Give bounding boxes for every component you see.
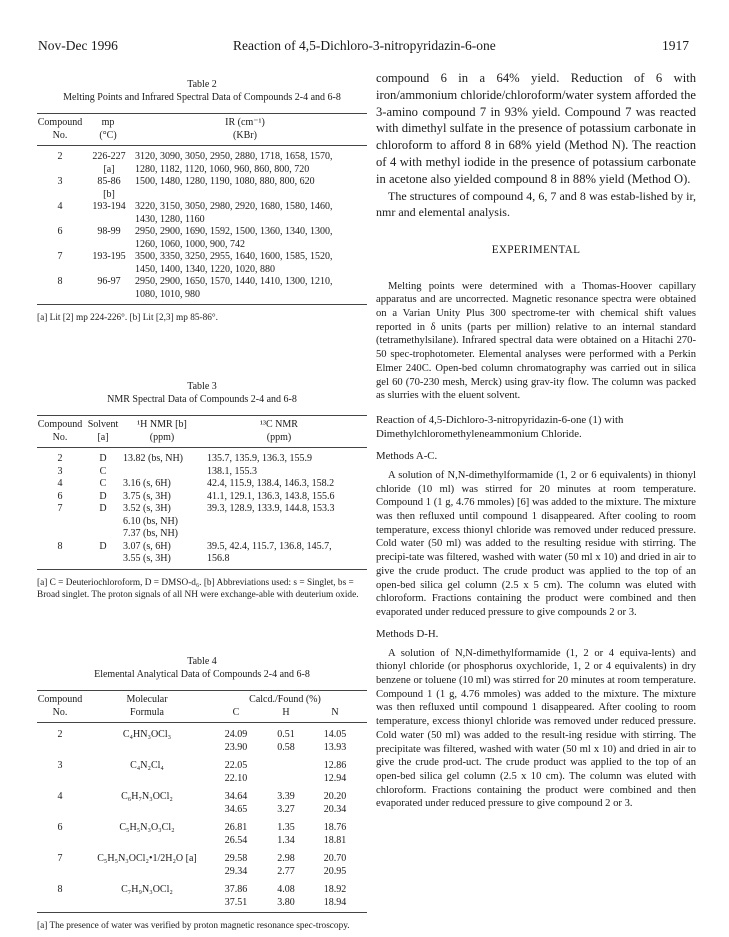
table-row: [37, 176, 359, 189]
melting-point-cell: 193-194: [92, 201, 126, 212]
solvent-cell: C: [99, 478, 107, 489]
table-3-title: Table 3: [187, 381, 217, 392]
table-3-mid-rule: [37, 447, 367, 448]
nitrogen-calcd-cell: 14.05: [323, 729, 347, 740]
c-nmr-cell: 138.1, 155.3: [207, 465, 257, 477]
ir-data-cell: [135, 189, 359, 202]
table-row-calcd: [37, 884, 359, 897]
hydrogen-found-cell: 1.34: [277, 834, 295, 846]
table-row-calcd: [37, 729, 359, 742]
table-2-caption: Melting Points and Infrared Spectral Data of Compounds 2-4 and 6-8: [63, 92, 341, 103]
table-4-top-rule: [37, 690, 367, 691]
table-row-found: [37, 866, 359, 879]
solvent-cell: [83, 553, 123, 566]
ir-data-cell: 3220, 3150, 3050, 2980, 2920, 1680, 1580, 1460,: [135, 201, 333, 212]
solvent-cell: D: [99, 540, 107, 552]
compound-number-cell: 7: [57, 503, 63, 514]
solvent-cell: D: [99, 503, 107, 514]
carbon-found-cell: 23.90: [224, 741, 248, 753]
nitrogen-found-cell: 20.95: [323, 865, 347, 877]
table-row-calcd: [37, 822, 359, 835]
ir-data-cell: 1080, 1010, 980: [135, 288, 200, 300]
experimental-paragraph: Melting points were determined with a Thomas-Hoover capillary apparatus and are uncorrected. Magnetic resonance spectra were obtained on a Varian Unity Plus 300 spectrome-ter with chemical shift values reported in δ units (parts per million) relative to an internal standard (tetramethylsilane). Infrared spectral data were obtained on a Hitachi 270-50 spec-trophotometer. Elemental analyses were performed with a Perkin Elmer 240C. Open-bed column chromatography was carried out in silica gel 60 (70-230 mesh, Merck) using grav-ity flow. The column was packed as slurries with the eluent solvent.: [376, 280, 696, 402]
table-row-calcd: [37, 853, 359, 866]
compound-number-cell: 2: [57, 453, 63, 464]
intro-paragraph-1: compound 6 in a 64% yield. Reduction of 6 with iron/ammonium chloride/chloroform/water system afforded the 3-amino compound 7 in 93% yield. Compound 7 was reacted with dimethyl sulfate in the presence of potassium carbonate in chloroform to afford 8 in 68% yield (Method N). The reaction of 4 with methyl iodide in the presence of potassium carbonate in acetone also yielded compound 8 in 88% yield (Method O).: [376, 71, 696, 186]
carbon-calcd-cell: 26.81: [224, 822, 248, 833]
c-nmr-cell: 39.5, 42.4, 115.7, 136.8, 145.7,: [207, 540, 332, 552]
table-row: [37, 164, 359, 177]
formula-cell: C₄HN₃OCl₃: [122, 729, 172, 740]
compound-number-cell: [37, 528, 83, 541]
melting-point-cell: [83, 214, 135, 227]
col-compound: Compound: [37, 419, 83, 430]
h-nmr-cell: 3.16 (s, 6H): [123, 478, 171, 489]
carbon-found-cell: 34.65: [224, 803, 248, 815]
intro-paragraph-2: The structures of compound 4, 6, 7 and 8 was estab-lished by ir, nmr and elemental analysis.: [376, 188, 696, 219]
carbon-found-cell: 29.34: [224, 865, 248, 877]
hydrogen-calcd-cell: 4.08: [277, 884, 295, 895]
table-4: [37, 655, 367, 932]
formula-cell: C₅H₅N₃O₃Cl₂: [119, 822, 175, 833]
table-row: [37, 503, 359, 516]
ir-data-cell: 1450, 1400, 1340, 1220, 1020, 880: [135, 263, 275, 275]
ir-data-cell: 1280, 1182, 1120, 1060, 960, 860, 800, 720: [135, 163, 310, 175]
compound-number-cell: 8: [57, 540, 63, 552]
compound-number-cell: [37, 264, 83, 277]
page-number: 1917: [662, 38, 689, 53]
carbon-found-cell: 22.10: [224, 772, 248, 784]
table-row: [37, 553, 359, 566]
table-2-header: [37, 117, 357, 142]
table-row: [37, 151, 359, 164]
ir-data-cell: 1430, 1280, 1160: [135, 213, 205, 225]
melting-point-cell: [83, 239, 135, 252]
nitrogen-found-cell: 18.81: [323, 834, 347, 846]
compound-number-cell: [37, 553, 83, 566]
table-row-found: [37, 897, 359, 910]
table-row: [37, 189, 359, 202]
ir-data-cell: 3120, 3090, 3050, 2950, 2880, 1718, 1658, 1570,: [135, 151, 333, 162]
h-nmr-cell: 3.07 (s, 6H): [123, 540, 171, 552]
formula-cell: C₅H₅N₃OCl₂•1/2H₂O [a]: [97, 853, 197, 864]
table-row: [37, 491, 359, 504]
running-header-date: Nov-Dec 1996: [38, 38, 118, 53]
table-row-found: [37, 773, 359, 786]
solvent-cell: [83, 528, 123, 541]
compound-number-cell: 8: [57, 276, 63, 287]
table-4-title: Table 4: [187, 656, 217, 667]
hydrogen-calcd-cell: 1.35: [277, 822, 295, 833]
hydrogen-found-cell: 2.77: [277, 865, 295, 877]
empty-cell: [37, 866, 83, 879]
c-nmr-cell: 135.7, 135.9, 136.3, 155.9: [207, 453, 312, 464]
ir-data-cell: 2950, 2900, 1650, 1570, 1440, 1410, 1300, 1210,: [135, 276, 333, 287]
compound-number-cell: [37, 164, 83, 177]
table-2-body: [37, 151, 359, 301]
col-h: H: [282, 706, 290, 718]
methods-d-h-heading: Methods D-H.: [376, 627, 439, 640]
table-4-body: [37, 729, 359, 909]
col-formula: Formula: [130, 706, 164, 718]
carbon-found-cell: 37.51: [224, 896, 248, 908]
hydrogen-found-cell: 0.58: [277, 741, 295, 753]
table-2: [37, 78, 367, 324]
col-no: No.: [52, 706, 68, 718]
h-nmr-cell: 13.82 (bs, NH): [123, 453, 183, 464]
compound-number-cell: 2: [57, 151, 63, 162]
melting-point-cell: [a]: [103, 163, 115, 175]
hydrogen-calcd-cell: 3.39: [277, 791, 295, 802]
nitrogen-found-cell: 13.93: [323, 741, 347, 753]
table-3-header: [37, 419, 357, 444]
compound-number-cell: 6: [57, 822, 63, 833]
col-c-nmr: ¹³C NMR: [260, 419, 298, 430]
empty-cell: [83, 866, 211, 879]
compound-number-cell: 7: [57, 853, 63, 864]
h-nmr-cell: 3.55 (s, 3H): [123, 553, 171, 564]
solvent-cell: [83, 516, 123, 529]
formula-cell: C₆H₇N₃OCl₂: [121, 791, 173, 802]
table-row: [37, 201, 359, 214]
table-row: [37, 226, 359, 239]
table-row-found: [37, 804, 359, 817]
col-mp-unit: (°C): [99, 129, 117, 141]
solvent-cell: D: [99, 490, 107, 502]
table-3: [37, 380, 367, 601]
table-row: [37, 214, 359, 227]
table-row: [37, 516, 359, 529]
table-row: [37, 541, 359, 554]
melting-point-cell: [83, 289, 135, 302]
carbon-calcd-cell: 34.64: [224, 791, 248, 802]
c-nmr-cell: [207, 516, 359, 529]
carbon-calcd-cell: 24.09: [224, 729, 248, 740]
nitrogen-calcd-cell: 20.70: [323, 853, 347, 864]
table-row-calcd: [37, 791, 359, 804]
hydrogen-found-cell: [261, 773, 311, 786]
compound-number-cell: 3: [57, 465, 63, 477]
hydrogen-found-cell: 3.27: [277, 803, 295, 815]
table-row: [37, 239, 359, 252]
empty-cell: [83, 804, 211, 817]
col-ir-unit: (KBr): [233, 129, 257, 141]
h-nmr-cell: [123, 466, 207, 479]
empty-cell: [83, 897, 211, 910]
section-heading-experimental: EXPERIMENTAL: [491, 243, 581, 256]
formula-cell: C₇H₉N₃OCl₂: [121, 884, 173, 895]
col-compound: Compound: [37, 694, 83, 705]
col-n: N: [331, 706, 339, 718]
compound-number-cell: [37, 239, 83, 252]
hydrogen-calcd-cell: 2.98: [277, 853, 295, 864]
h-nmr-cell: 7.37 (bs, NH): [123, 528, 178, 539]
table-2-top-rule: [37, 113, 367, 114]
col-no: No.: [52, 431, 68, 443]
running-header-title: Reaction of 4,5-Dichloro-3-nitropyridazin-6-one: [233, 38, 496, 53]
carbon-calcd-cell: 37.86: [224, 884, 248, 895]
ir-data-cell: 1500, 1480, 1280, 1190, 1080, 880, 800, 620: [135, 176, 315, 187]
c-nmr-cell: 41.1, 129.1, 136.3, 143.8, 155.6: [207, 490, 335, 502]
h-nmr-cell: 3.75 (s, 3H): [123, 490, 171, 502]
h-nmr-cell: 3.52 (s, 3H): [123, 503, 171, 514]
col-h-unit: (ppm): [149, 431, 175, 443]
empty-cell: [37, 773, 83, 786]
methods-a-c-heading: Methods A-C.: [376, 449, 438, 462]
table-row-found: [37, 742, 359, 755]
ir-data-cell: 1260, 1060, 1000, 900, 742: [135, 238, 245, 250]
compound-number-cell: [37, 189, 83, 202]
table-4-footnote: [a] The presence of water was verified by proton magnetic resonance spec-troscopy.: [37, 921, 350, 931]
empty-cell: [37, 897, 83, 910]
empty-cell: [83, 742, 211, 755]
c-nmr-cell: 39.3, 128.9, 133.9, 144.8, 153.3: [207, 503, 335, 514]
table-row: [37, 466, 359, 479]
nitrogen-found-cell: 18.94: [323, 896, 347, 908]
nitrogen-found-cell: 20.34: [323, 803, 347, 815]
melting-point-cell: 85-86: [97, 176, 121, 187]
nitrogen-calcd-cell: 18.76: [323, 822, 347, 833]
ir-data-cell: 2950, 2900, 1690, 1592, 1500, 1360, 1340, 1300,: [135, 226, 333, 237]
melting-point-cell: 226-227: [92, 151, 126, 162]
compound-number-cell: [37, 214, 83, 227]
empty-cell: [37, 742, 83, 755]
compound-number-cell: 6: [57, 226, 63, 237]
melting-point-cell: 96-97: [97, 276, 121, 287]
solvent-cell: D: [99, 453, 107, 464]
table-3-top-rule: [37, 415, 367, 416]
melting-point-cell: 98-99: [97, 226, 121, 237]
carbon-calcd-cell: 22.05: [224, 760, 248, 771]
compound-number-cell: 3: [57, 760, 63, 771]
table-row-found: [37, 835, 359, 848]
col-solvent-note: [a]: [97, 431, 109, 443]
col-calcd-found: Calcd./Found (%): [249, 694, 321, 705]
compound-number-cell: 3: [57, 176, 63, 187]
table-row: [37, 478, 359, 491]
table-4-caption: Elemental Analytical Data of Compounds 2-4 and 6-8: [94, 669, 310, 680]
ir-data-cell: 3500, 3350, 3250, 2955, 1640, 1600, 1585, 1520,: [135, 251, 333, 262]
col-molecular: Molecular: [126, 694, 168, 705]
empty-cell: [83, 773, 211, 786]
table-2-mid-rule: [37, 145, 367, 146]
table-4-mid-rule: [37, 722, 367, 723]
compound-number-cell: 4: [57, 201, 63, 212]
compound-number-cell: 6: [57, 490, 63, 502]
col-h-nmr: ¹H NMR [b]: [137, 419, 187, 430]
right-column: [376, 70, 696, 811]
hydrogen-calcd-cell: 0.51: [277, 729, 295, 740]
table-2-bottom-rule: [37, 304, 367, 305]
col-solvent: Solvent: [87, 419, 119, 430]
table-row: [37, 251, 359, 264]
compound-number-cell: [37, 516, 83, 529]
melting-point-cell: [83, 264, 135, 277]
carbon-calcd-cell: 29.58: [224, 853, 248, 864]
table-row: [37, 453, 359, 466]
solvent-cell: C: [99, 465, 107, 477]
table-row: [37, 276, 359, 289]
compound-number-cell: 8: [57, 884, 63, 895]
c-nmr-cell: 156.8: [207, 553, 230, 564]
carbon-found-cell: 26.54: [224, 834, 248, 846]
nitrogen-calcd-cell: 20.20: [323, 791, 347, 802]
methods-a-c-paragraph: A solution of N,N-dimethylformamide (1, 2 or 6 equivalents) in thionyl chloride (10 ml) was stirred for 20 minutes at room temperature. Compound 1 (1 g, 4.76 mmoles) [6] was added to the mixture. The mixture was then refluxed until compound 1 disappeared. After cooling to room temperature, excess thionyl chloride was removed under reduced pressure. Cold water (50 ml) was added to the resulting residue with stirring. The precipi-tate was filtered, washed with water (50 ml x 10) and dried in air to give the crude product. The crude product was applied to the top of an open-bed silica gel column (2.5 x 5 cm). The column was eluted with chloroform. Fractions containing the product were combined and then evaporated under reduced pressure to give compounds 2 or 3.: [376, 469, 696, 618]
col-c-unit: (ppm): [266, 431, 292, 443]
h-nmr-cell: 6.10 (bs, NH): [123, 515, 178, 527]
nitrogen-found-cell: 12.94: [323, 772, 347, 784]
compound-number-cell: [37, 289, 83, 302]
table-2-title: Table 2: [187, 79, 217, 90]
table-4-header: [37, 694, 359, 719]
col-mp: mp: [101, 117, 115, 128]
nitrogen-calcd-cell: 12.86: [323, 760, 347, 771]
nitrogen-calcd-cell: 18.92: [323, 884, 347, 895]
methods-d-h-paragraph: A solution of N,N-dimethylformamide (1, 2 or 4 equiva-lents) and thionyl chloride (or phosphorus oxychloride, 1, 2 or 4 equivalents) in dry benzene or toluene (10 ml) was stirred for 20 minutes at room temperature. Compound 1 (1 g, 4.76 mmoles) was added to the mixture. The mixture was then refluxed until compound 1 disappeared. After cooling to room temperature, excess thionyl chloride was removed under reduced pressure. Cold water (50 ml) was added to the result-ing residue with stirring. The precipitate was filtered, washed with water (50 ml x 10) and dried in air to give the crude prod-uct. The crude product was applied to the top of an open-bed silica gel column (2.5 x 10 cm). The column was eluted with chloroform. Fractions containing the product were combined and then evaporated under reduced pressure to give compound 2 or 3.: [376, 647, 696, 810]
table-3-bottom-rule: [37, 569, 367, 570]
hydrogen-found-cell: 3.80: [277, 896, 295, 908]
col-ir: IR (cm⁻¹): [225, 117, 265, 128]
table-3-footnote: [a] C = Deuteriochloroform, D = DMSO-d₆. [b] Abbreviations used: s = Singlet, bs = Broad singlet. The proton signals of all NH were exchange-able with deuterium oxide.: [37, 577, 359, 600]
c-nmr-cell: 42.4, 115.9, 138.4, 146.3, 158.2: [207, 478, 335, 489]
table-row: [37, 289, 359, 302]
compound-number-cell: 7: [57, 251, 63, 262]
c-nmr-cell: [207, 528, 359, 541]
table-2-footnote: [a] Lit [2] mp 224-226°. [b] Lit [2,3] mp 85-86°.: [37, 313, 218, 323]
col-compound: Compound: [37, 117, 83, 128]
table-3-caption: NMR Spectral Data of Compounds 2-4 and 6-8: [107, 394, 297, 405]
formula-cell: C₄N₂Cl₄: [130, 760, 164, 771]
empty-cell: [37, 835, 83, 848]
melting-point-cell: 193-195: [92, 251, 126, 262]
empty-cell: [37, 804, 83, 817]
table-row: [37, 528, 359, 541]
compound-number-cell: 4: [57, 791, 63, 802]
col-c: C: [232, 706, 240, 718]
col-no: No.: [52, 129, 68, 141]
table-4-bottom-rule: [37, 912, 367, 913]
compound-number-cell: 4: [57, 478, 63, 489]
hydrogen-calcd-cell: [261, 760, 311, 773]
melting-point-cell: [b]: [103, 188, 115, 200]
table-3-body: [37, 453, 359, 566]
table-row-calcd: [37, 760, 359, 773]
empty-cell: [83, 835, 211, 848]
table-row: [37, 264, 359, 277]
compound-number-cell: 2: [57, 729, 63, 740]
reaction-subheading: Reaction of 4,5-Dichloro-3-nitropyridazin-6-one (1) with Dimethylchloromethyleneammonium Chloride.: [376, 413, 624, 440]
